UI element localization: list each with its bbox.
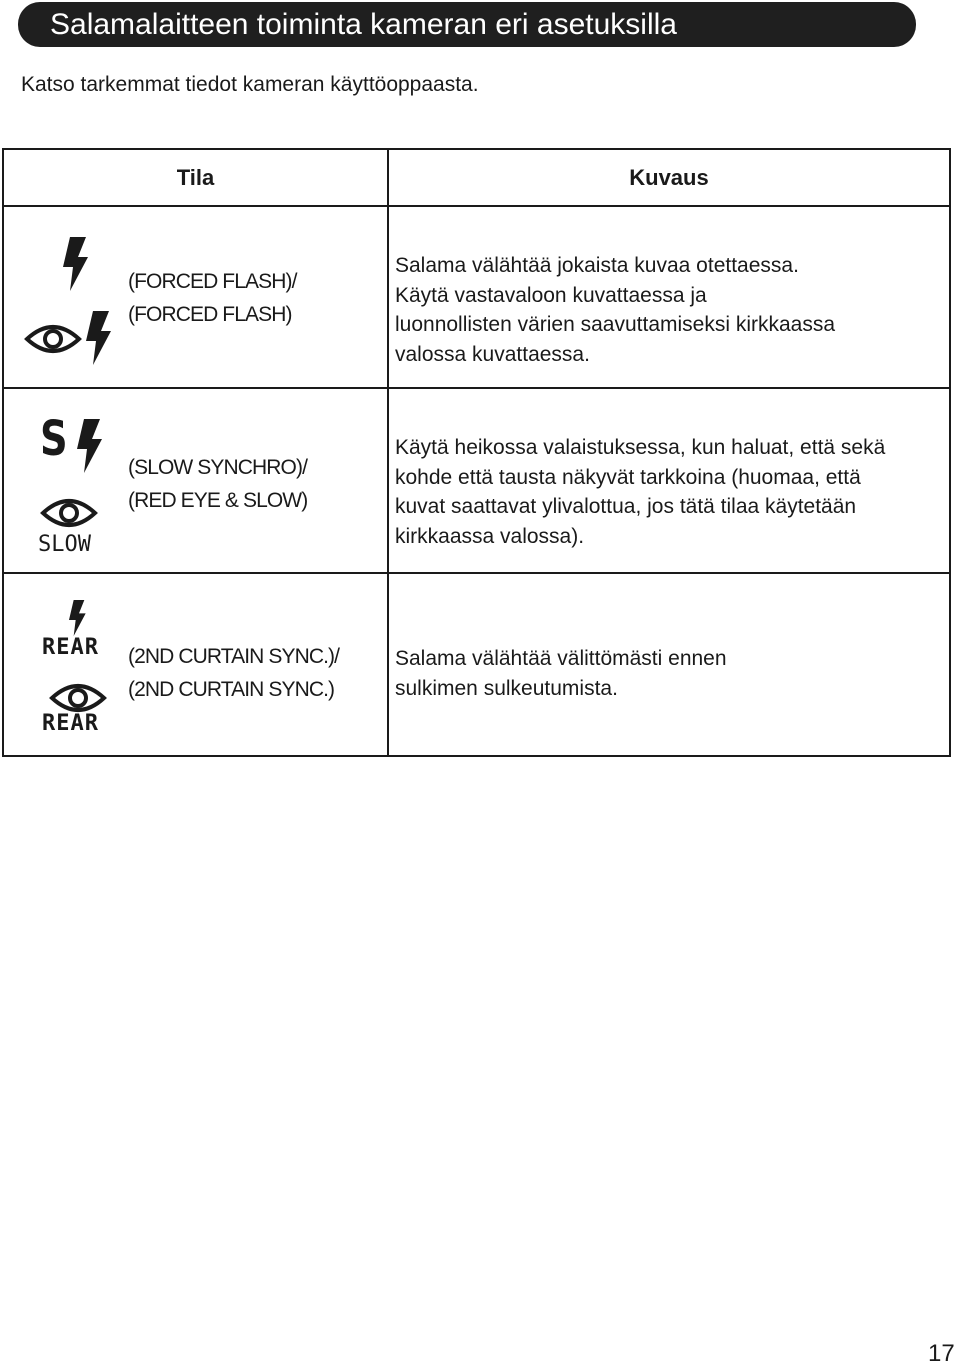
page-title: Salamalaitteen toiminta kameran eri asetuksilla <box>50 8 677 41</box>
mode-name: (2ND CURTAIN SYNC.)/ <box>128 645 340 668</box>
description-line: Käytä vastavaloon kuvattaessa ja <box>395 283 707 307</box>
description-cell <box>388 206 950 388</box>
red-eye-icon <box>40 495 98 531</box>
rear-label: REAR <box>42 711 99 736</box>
description-line: kirkkaassa valossa). <box>395 524 585 548</box>
table-row <box>3 573 950 756</box>
mode-cell <box>3 206 388 388</box>
table-row <box>3 388 950 573</box>
table-header-row <box>3 149 950 206</box>
description-line: kuvat saattavat ylivalottua, jos tätä tilaa käytetään <box>395 495 857 519</box>
intro-text: Katso tarkemmat tiedot kameran käyttöoppaasta. <box>21 73 479 96</box>
flash-modes-table <box>2 148 951 757</box>
flash-icon <box>60 237 90 291</box>
flash-icon <box>74 419 104 473</box>
description-line: Salama välähtää jokaista kuvaa otettaessa. <box>395 254 799 277</box>
description-line: Käytä heikossa valaistuksessa, kun haluat, että sekä <box>395 436 886 459</box>
flash-icon <box>83 311 113 365</box>
page-title-bar <box>18 2 916 47</box>
mode-cell <box>3 388 388 573</box>
slow-synchro-label: S <box>40 411 68 467</box>
page-number: 17 <box>928 1340 955 1367</box>
description-line: luonnollisten värien saavuttamiseksi kirkkaassa <box>395 313 836 337</box>
description-cell <box>388 573 950 756</box>
description-cell <box>388 388 950 573</box>
mode-name: (2ND CURTAIN SYNC.) <box>128 678 335 701</box>
rear-label: REAR <box>42 635 99 660</box>
mode-name: (FORCED FLASH)/ <box>128 270 297 293</box>
mode-name: (RED EYE & SLOW) <box>128 489 308 512</box>
mode-cell <box>3 573 388 756</box>
header-description: Kuvaus <box>388 149 950 206</box>
description-line: valossa kuvattaessa. <box>395 342 590 366</box>
mode-name: (FORCED FLASH) <box>128 303 292 326</box>
header-mode: Tila <box>3 149 388 206</box>
table-row <box>3 206 950 388</box>
red-eye-icon <box>24 321 82 357</box>
description-line: kohde että tausta näkyvät tarkkoina (huomaa, että <box>395 465 861 489</box>
description-line: Salama välähtää välittömästi ennen <box>395 647 727 670</box>
slow-label: SLOW <box>38 532 91 557</box>
description-line: sulkimen sulkeutumista. <box>395 676 618 700</box>
mode-name: (SLOW SYNCHRO)/ <box>128 456 308 479</box>
flash-icon <box>67 600 87 636</box>
